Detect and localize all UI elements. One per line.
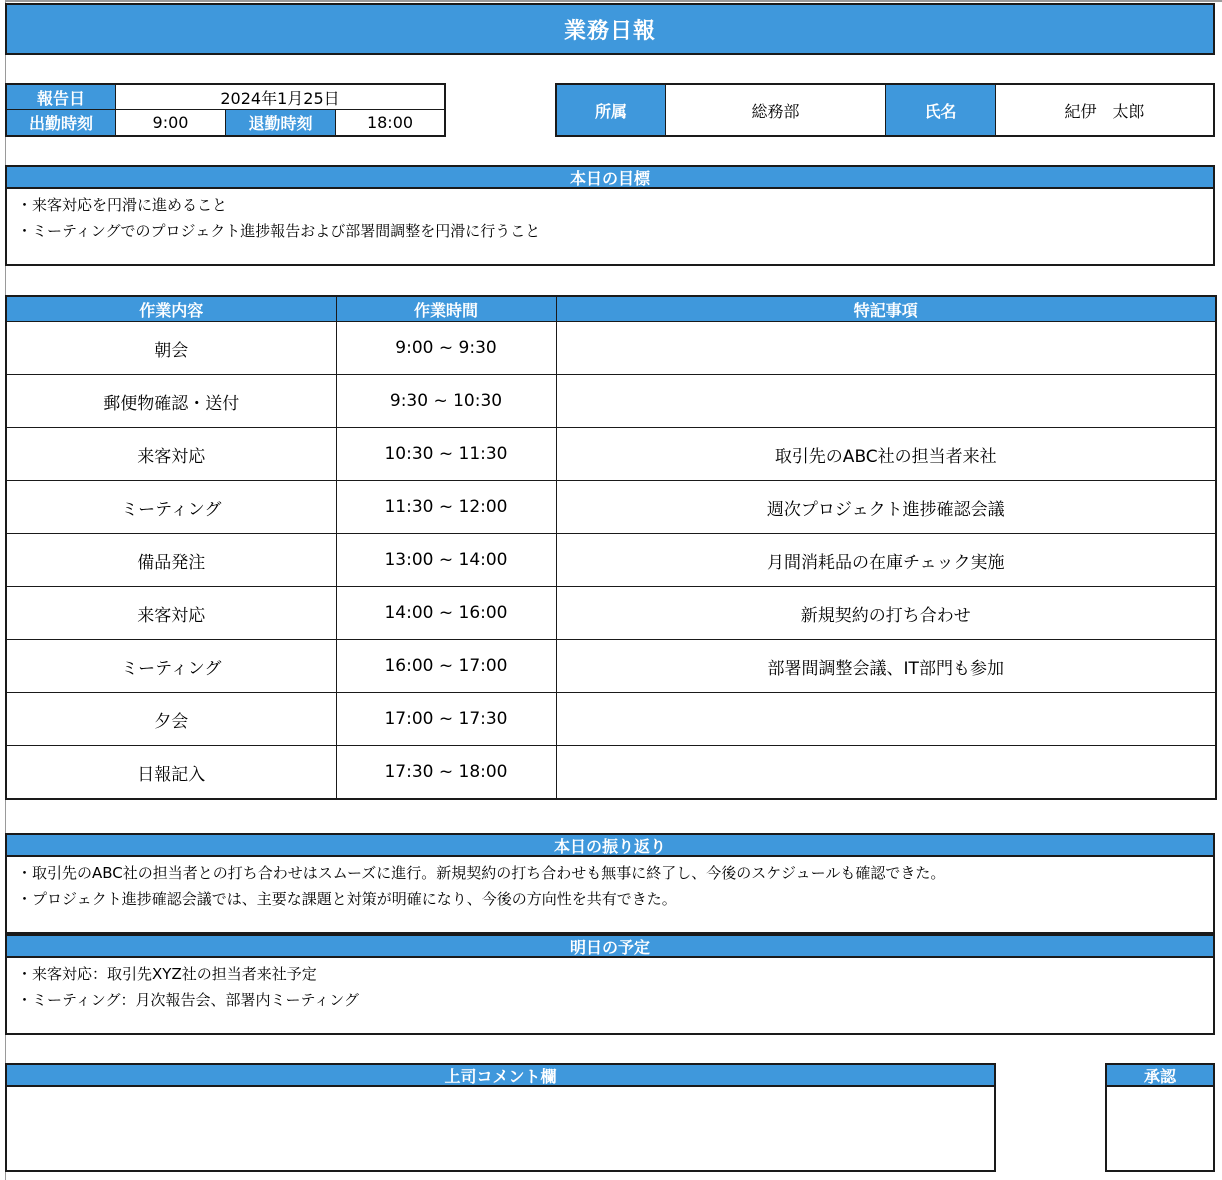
comment-header: 上司コメント欄 <box>5 1063 996 1087</box>
table-row <box>6 587 1216 640</box>
comment-box[interactable] <box>5 1087 996 1172</box>
note-cell[interactable] <box>556 693 1216 746</box>
goals-body[interactable] <box>5 189 1215 266</box>
approval-header: 承認 <box>1105 1063 1215 1087</box>
table-row <box>6 428 1216 481</box>
task-cell[interactable]: 朝会 <box>6 322 336 375</box>
table-row <box>6 481 1216 534</box>
time-cell[interactable]: 11:30 ~ 12:00 <box>336 481 556 534</box>
table-row <box>6 322 1216 375</box>
table-row <box>6 640 1216 693</box>
note-cell[interactable]: 部署間調整会議、IT部門も参加 <box>556 640 1216 693</box>
goals-header: 本日の目標 <box>5 165 1215 189</box>
review-item: ・プロジェクト進捗確認会議では、主要な課題と対策が明確になり、今後の方向性を共有できた。 <box>17 890 677 908</box>
time-cell[interactable]: 17:00 ~ 17:30 <box>336 693 556 746</box>
task-cell[interactable]: ミーティング <box>6 640 336 693</box>
page-title: 業務日報 <box>5 3 1215 55</box>
goal-item: ・ミーティングでのプロジェクト進捗報告および部署間調整を円滑に行うこと <box>17 222 541 240</box>
task-cell[interactable]: 来客対応 <box>6 428 336 481</box>
review-body[interactable] <box>5 857 1215 934</box>
department-label: 所属 <box>555 83 666 137</box>
task-cell[interactable]: ミーティング <box>6 481 336 534</box>
report-date-value[interactable]: 2024年1月25日 <box>115 83 446 110</box>
clock-in-label: 出勤時刻 <box>5 109 116 137</box>
note-cell[interactable]: 週次プロジェクト進捗確認会議 <box>556 481 1216 534</box>
table-row <box>6 693 1216 746</box>
note-cell[interactable] <box>556 746 1216 800</box>
table-row <box>6 534 1216 587</box>
task-cell[interactable]: 来客対応 <box>6 587 336 640</box>
col-header-time: 作業時間 <box>336 296 556 322</box>
note-cell[interactable]: 新規契約の打ち合わせ <box>556 587 1216 640</box>
name-value[interactable]: 紀伊 太郎 <box>995 83 1215 137</box>
tomorrow-item: ・来客対応：取引先XYZ社の担当者来社予定 <box>17 965 317 983</box>
tomorrow-item: ・ミーティング：月次報告会、部署内ミーティング <box>17 991 360 1009</box>
time-cell[interactable]: 9:30 ~ 10:30 <box>336 375 556 428</box>
col-header-task: 作業内容 <box>6 296 336 322</box>
clock-in-value[interactable]: 9:00 <box>115 109 226 137</box>
task-cell[interactable]: 夕会 <box>6 693 336 746</box>
tomorrow-body[interactable] <box>5 958 1215 1035</box>
note-cell[interactable] <box>556 375 1216 428</box>
review-item: ・取引先のABC社の担当者との打ち合わせはスムーズに進行。新規契約の打ち合わせも無事に終了し、今後のスケジュールも確認できた。 <box>17 864 946 882</box>
tomorrow-header: 明日の予定 <box>5 934 1215 958</box>
goal-item: ・来客対応を円滑に進めること <box>17 196 228 214</box>
table-row <box>6 746 1216 800</box>
note-cell[interactable]: 月間消耗品の在庫チェック実施 <box>556 534 1216 587</box>
time-cell[interactable]: 14:00 ~ 16:00 <box>336 587 556 640</box>
task-cell[interactable]: 日報記入 <box>6 746 336 800</box>
work-table-header <box>6 296 1216 322</box>
note-cell[interactable]: 取引先のABC社の担当者来社 <box>556 428 1216 481</box>
time-cell[interactable]: 9:00 ~ 9:30 <box>336 322 556 375</box>
note-cell[interactable] <box>556 322 1216 375</box>
name-label: 氏名 <box>885 83 996 137</box>
clock-out-label: 退勤時刻 <box>225 109 336 137</box>
table-row <box>6 375 1216 428</box>
time-cell[interactable]: 17:30 ~ 18:00 <box>336 746 556 800</box>
review-header: 本日の振り返り <box>5 833 1215 857</box>
task-cell[interactable]: 備品発注 <box>6 534 336 587</box>
report-date-label: 報告日 <box>5 83 116 110</box>
col-header-notes: 特記事項 <box>556 296 1216 322</box>
time-cell[interactable]: 10:30 ~ 11:30 <box>336 428 556 481</box>
time-cell[interactable]: 13:00 ~ 14:00 <box>336 534 556 587</box>
time-cell[interactable]: 16:00 ~ 17:00 <box>336 640 556 693</box>
approval-stamp-box[interactable] <box>1105 1087 1215 1172</box>
clock-out-value[interactable]: 18:00 <box>335 109 446 137</box>
work-table <box>5 295 1217 800</box>
task-cell[interactable]: 郵便物確認・送付 <box>6 375 336 428</box>
sheet-top-edge <box>0 0 1222 2</box>
department-value[interactable]: 総務部 <box>665 83 886 137</box>
